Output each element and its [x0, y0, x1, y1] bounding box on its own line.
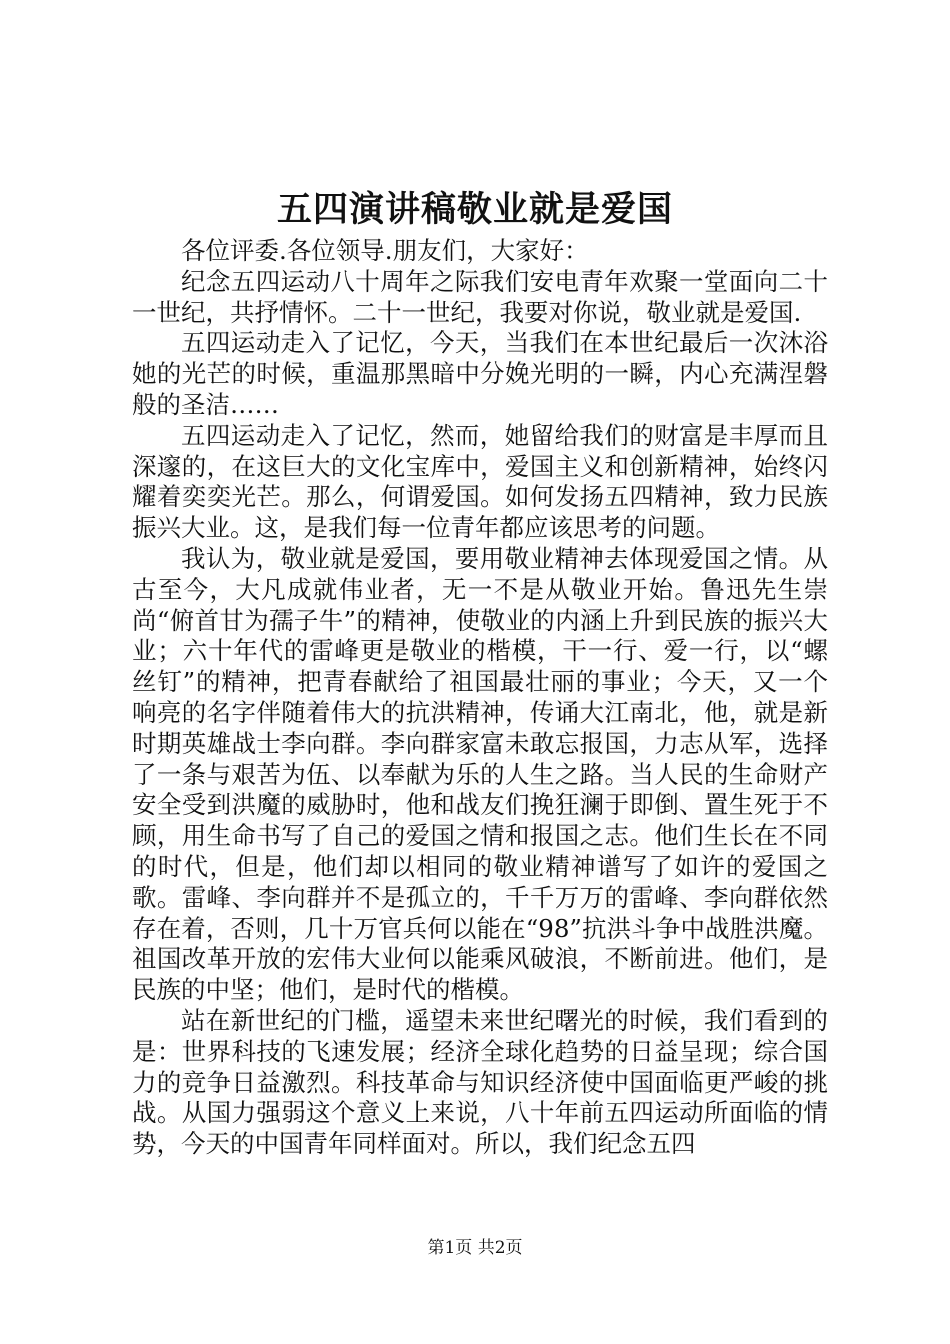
paragraph-4: 我认为，敬业就是爱国，要用敬业精神去体现爱国之情。从古至今，大凡成就伟业者，无一不是从敬业开始。鲁迅先生崇尚“俯首甘为孺子牛”的精神，使敬业的内涵上升到民族的振兴大业；六十年代的雷峰更是敬业的楷模，干一行、爱一行，以“螺丝钉”的精神，把青春献给了祖国最壮丽的事业；今天，又一个响亮的名字伴随着伟大的抗洪精神，传诵大江南北，他，就是新时期英雄战士李向群。李向群家富未敢忘报国，力志从军，选择了一条与艰苦为伍、以奉献为乐的人生之路。当人民的生命财产安全受到洪魔的威胁时，他和战友们挽狂澜于即倒、置生死于不顾，用生命书写了自己的爱国之情和报国之志。他们生长在不同的时代，但是，他们却以相同的敬业精神谱写了如许的爱国之歌。雷峰、李向群并不是孤立的，千千万万的雷峰、李向群依然存在着，否则，几十万官兵何以能在“98”抗洪斗争中战胜洪魔。祖国改革开放的宏伟大业何以能乘风破浪，不断前进。他们，是民族的中坚；他们，是时代的楷模。	[132, 543, 828, 1005]
paragraph-1: 纪念五四运动八十周年之际我们安电青年欢聚一堂面向二十一世纪，共抒情怀。二十一世纪，我要对你说，敬业就是爱国.	[132, 266, 828, 327]
document-title: 五四演讲稿敬业就是爱国	[276, 189, 673, 230]
document-body	[132, 236, 828, 1160]
paragraph-greeting: 各位评委.各位领导.朋友们，大家好：	[181, 236, 589, 265]
paragraph-5: 站在新世纪的门槛，遥望未来世纪曙光的时候，我们看到的是：世界科技的飞速发展；经济全球化趋势的日益呈现；综合国力的竞争日益激烈。科技革命与知识经济使中国面临更严峻的挑战。从国力强弱这个意义上来说，八十年前五四运动所面临的情势，今天的中国青年同样面对。所以，我们纪念五四	[132, 1005, 828, 1159]
paragraph-2: 五四运动走入了记忆，今天，当我们在本世纪最后一次沐浴她的光芒的时候，重温那黑暗中分娩光明的一瞬，内心充满涅磐般的圣洁……	[132, 328, 828, 419]
page-number-footer: 第1页 共2页	[427, 1238, 523, 1258]
paragraph-3: 五四运动走入了记忆，然而，她留给我们的财富是丰厚而且深邃的，在这巨大的文化宝库中，爱国主义和创新精神，始终闪耀着奕奕光芒。那么，何谓爱国。如何发扬五四精神，致力民族振兴大业。这，是我们每一位青年都应该思考的问题。	[132, 420, 828, 543]
